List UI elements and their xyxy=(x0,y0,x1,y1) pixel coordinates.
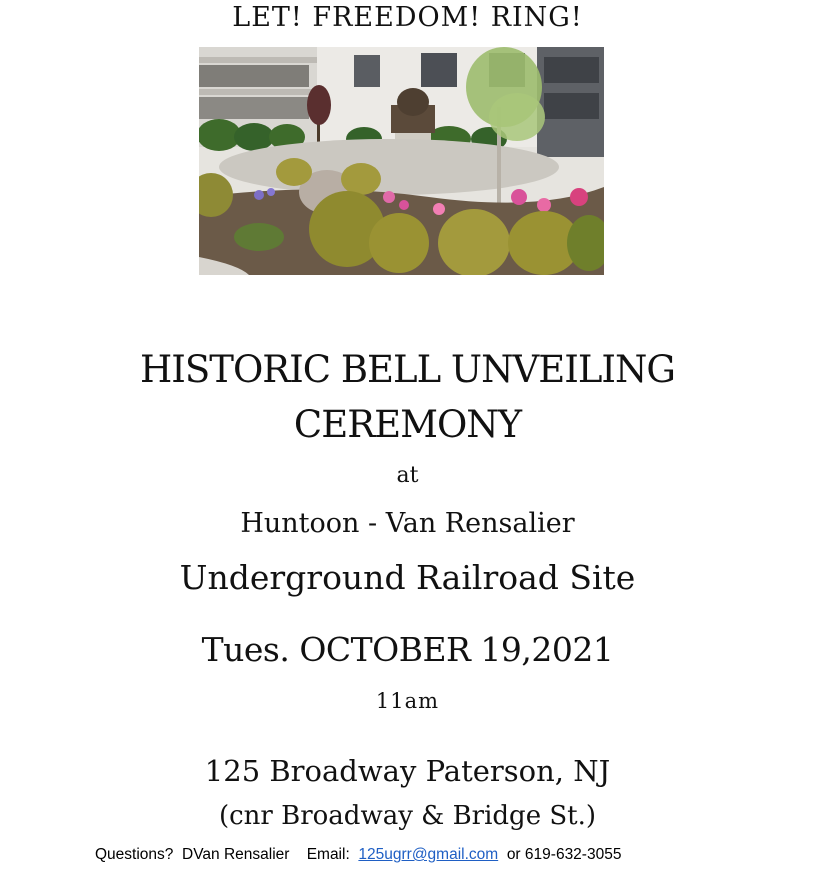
or-label: or xyxy=(506,846,521,863)
memorial-garden-photo xyxy=(199,47,604,275)
phone-number: 619-632-3055 xyxy=(524,846,622,863)
cross-streets: (cnr Broadway & Bridge St.) xyxy=(218,801,597,831)
event-title-line-1: HISTORIC BELL UNVEILING xyxy=(140,348,675,391)
email-link[interactable]: 125ugrr@gmail.com xyxy=(358,846,499,863)
event-address: 125 Broadway Paterson, NJ xyxy=(204,754,611,788)
site-name-line-1: Huntoon - Van Rensalier xyxy=(240,508,575,539)
event-time: 11am xyxy=(375,689,440,713)
contact-footer xyxy=(95,846,621,864)
event-date: Tues. OCTOBER 19,2021 xyxy=(201,630,614,669)
questions-label: Questions? xyxy=(95,846,174,863)
at-label: at xyxy=(396,463,419,488)
contact-name: DVan Rensalier xyxy=(182,846,290,863)
email-label: Email: xyxy=(306,846,350,863)
event-title-line-2: CEREMONY xyxy=(293,403,522,446)
banner-heading: LET! FREEDOM! RING! xyxy=(232,2,583,33)
site-name-line-2: Underground Railroad Site xyxy=(179,558,636,597)
